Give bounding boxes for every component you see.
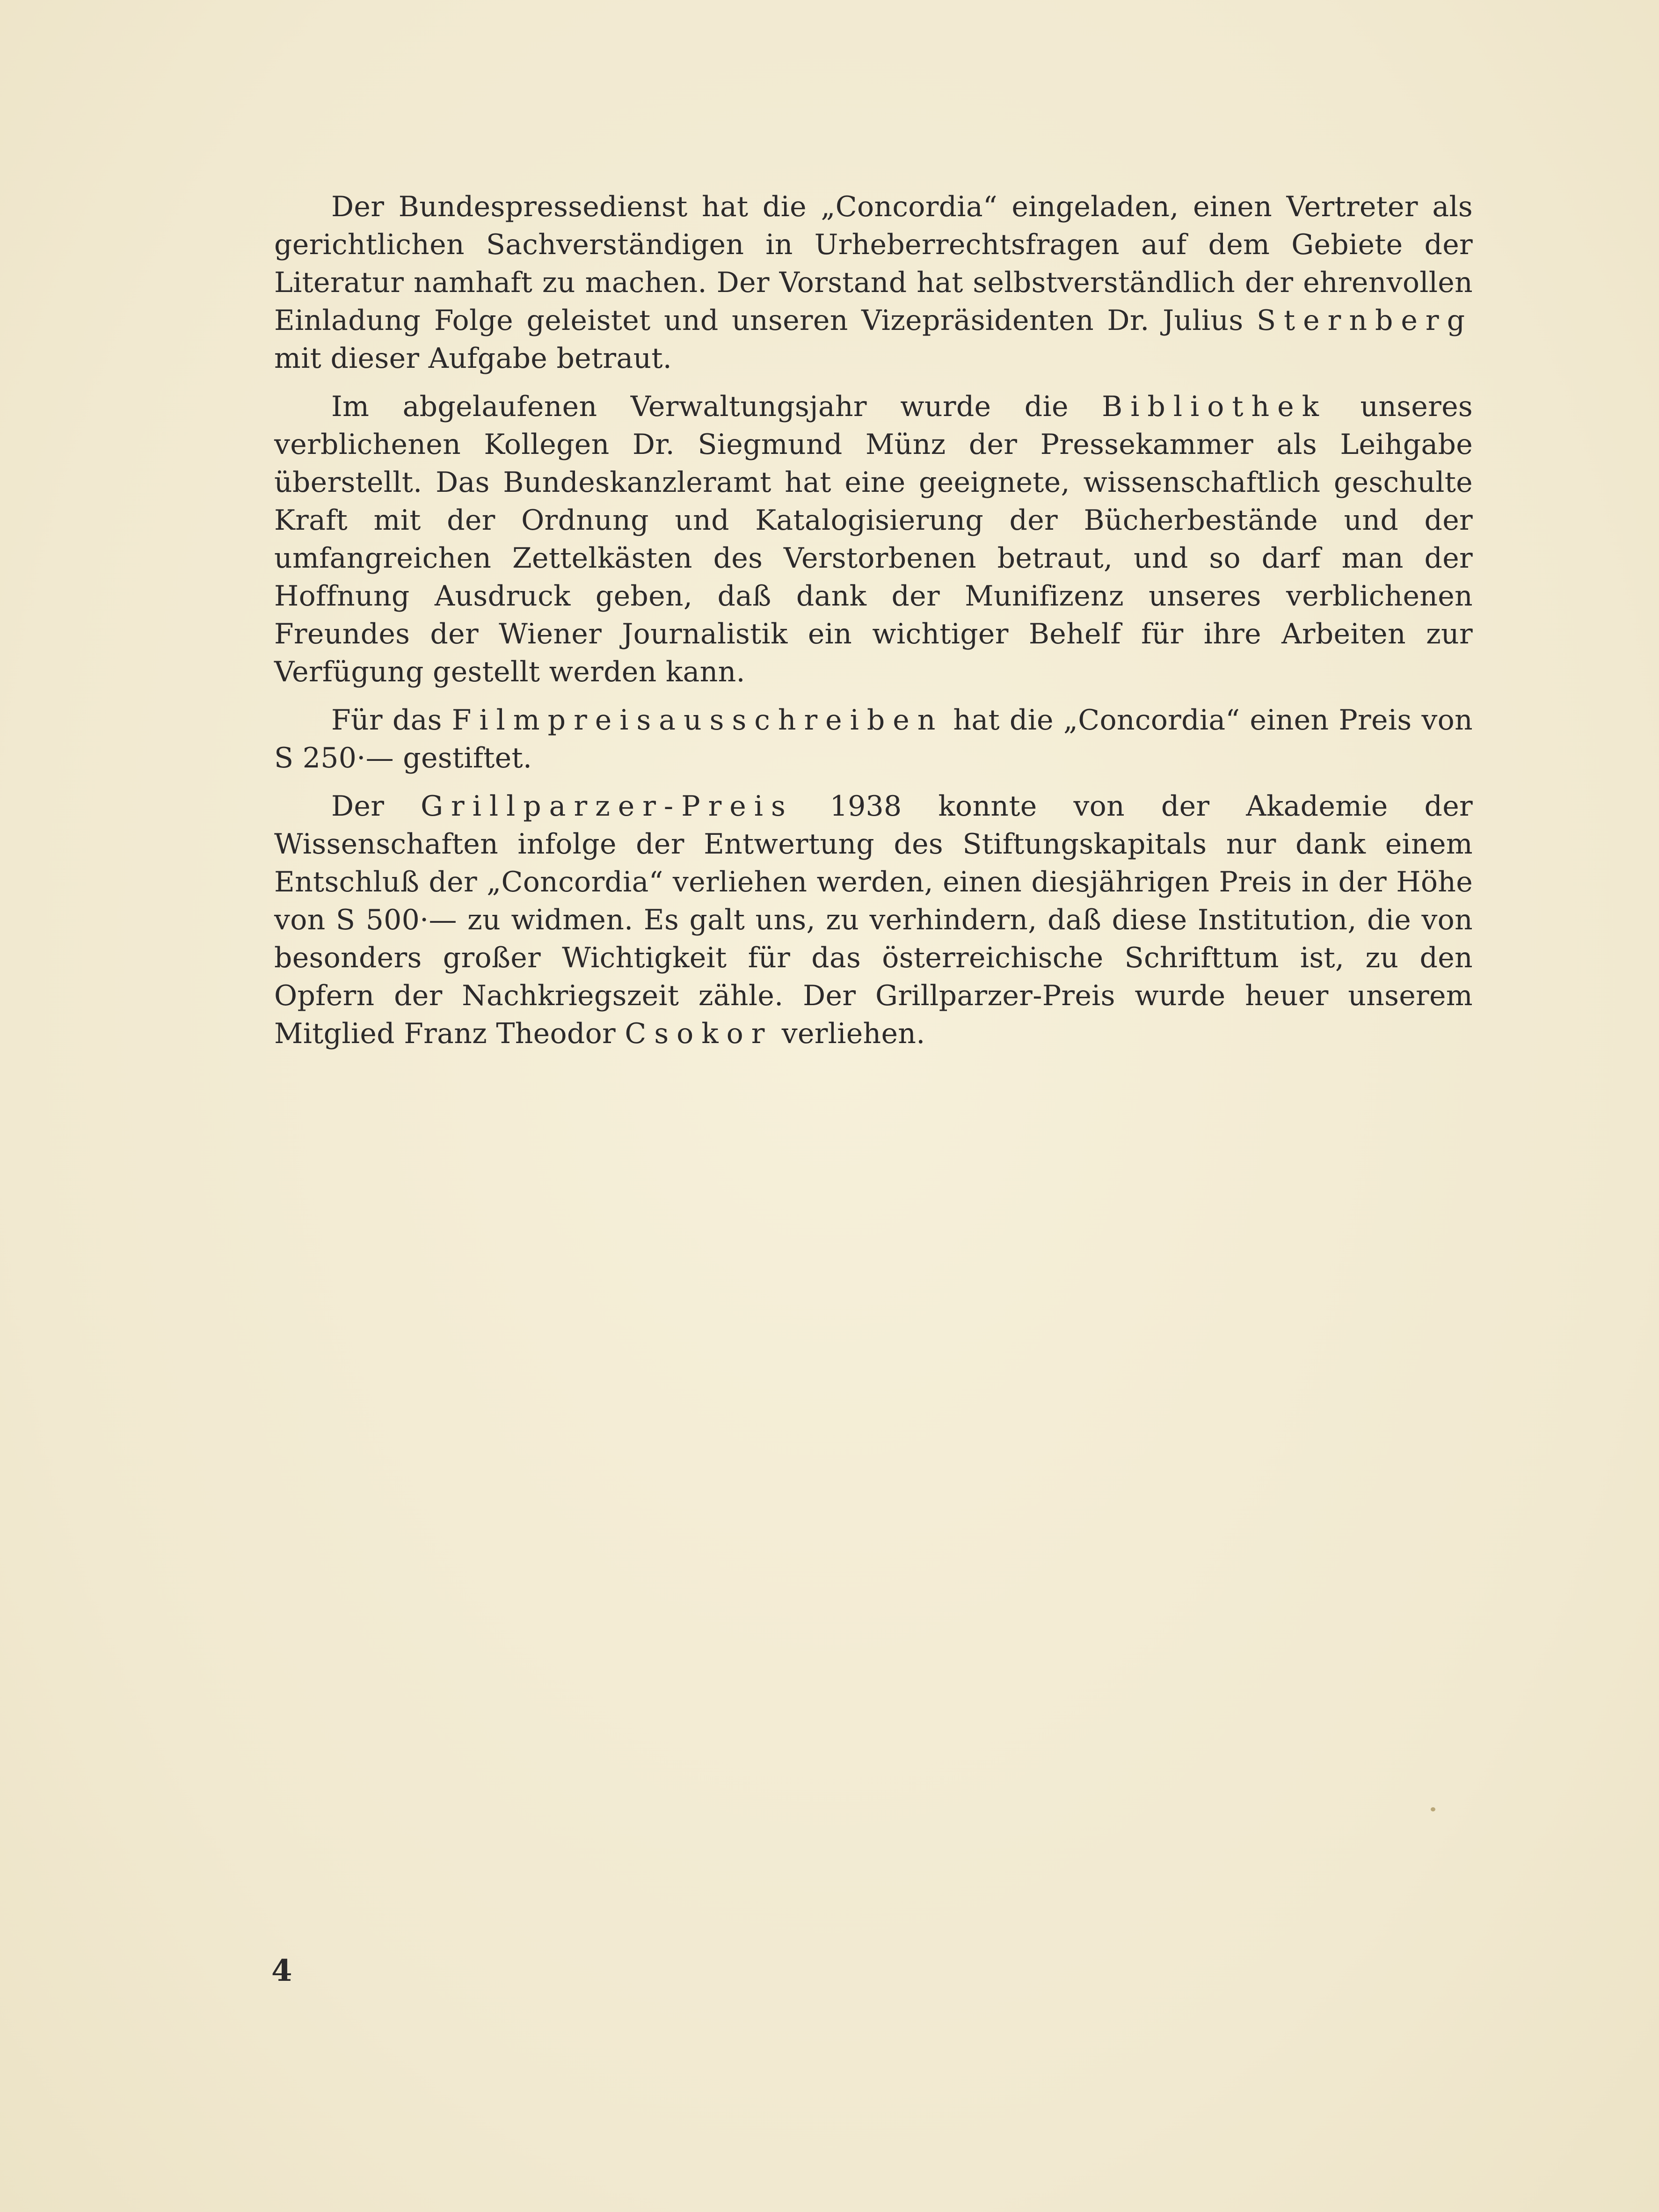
paragraph-text: 1938 konnte von der Akademie der Wissenschaften infolge der Entwertung des Stiftungskapitals nur dank einem Entschluß der „Concordia“ verliehen werden, einen diesjährigen Preis in der Höhe von S 500·— zu widmen. Es galt uns, zu verhindern, daß diese Institution, die von besonders großer Wichtigkeit für das österreichische Schrifttum ist, zu den Opfern der Nachkriegszeit zähle. Der Grillparzer-Preis wurde heuer unserem Mitglied Franz Theodor bbox=[274, 790, 1473, 1050]
paragraph-text: Der Bundespressedienst hat die „Concordia“ eingeladen, einen Vertreter als gerichtlichen Sachverständigen in Urheberrechtsfragen auf dem Gebiete der Literatur namhaft zu machen. Der Vorstand hat selbstverständlich der ehrenvollen Einladung Folge geleistet und unseren Vizepräsidenten Dr. Julius bbox=[274, 190, 1473, 337]
paragraph-text: mit dieser Aufgabe betraut. bbox=[274, 342, 672, 375]
paragraph-text: unseres verblichenen Kollegen Dr. Siegmund Münz der Pressekammer als Leihgabe überstellt. Das Bundeskanzleramt hat eine geeignete, wissenschaftlich geschulte Kraft mit der Ordnung und Katalogisierung der Bücherbestände und der umfangreichen Zettelkästen des Verstorbenen betraut, und so darf man der Hoffnung Ausdruck geben, daß dank der Munifizenz unseres verblichenen Freundes der Wiener Journalistik ein wichtiger Behelf für ihre Arbeiten zur Verfügung gestellt werden kann. bbox=[274, 390, 1473, 688]
paragraph-text: Der bbox=[331, 790, 421, 823]
paragraph-press-service bbox=[274, 188, 1473, 378]
paper-speck bbox=[1431, 1807, 1435, 1811]
paragraph-text: hat die „Concordia“ einen Preis von S 250·— gestiftet. bbox=[274, 704, 1473, 774]
paragraph-text: Im abgelaufenen Verwaltungsjahr wurde die bbox=[331, 390, 1102, 423]
spaced-word-bibliothek: Bibliothek bbox=[1102, 390, 1327, 423]
paragraph-library bbox=[274, 388, 1473, 691]
paragraph-grillparzer-prize bbox=[274, 788, 1473, 1053]
body-text bbox=[274, 188, 1473, 1063]
paragraph-text: verliehen. bbox=[772, 1017, 925, 1050]
spaced-name-sternberg: Sternberg bbox=[1256, 304, 1473, 337]
paragraph-text: Für das bbox=[331, 704, 452, 737]
paragraph-film-prize bbox=[274, 701, 1473, 777]
spaced-word-filmpreisausschreiben: Filmpreisausschreiben bbox=[451, 704, 944, 737]
spaced-word-grillparzer-preis: Grillparzer-Preis bbox=[421, 790, 793, 823]
page-number: 4 bbox=[271, 1953, 292, 1988]
spaced-name-csokor: Csokor bbox=[625, 1017, 773, 1050]
